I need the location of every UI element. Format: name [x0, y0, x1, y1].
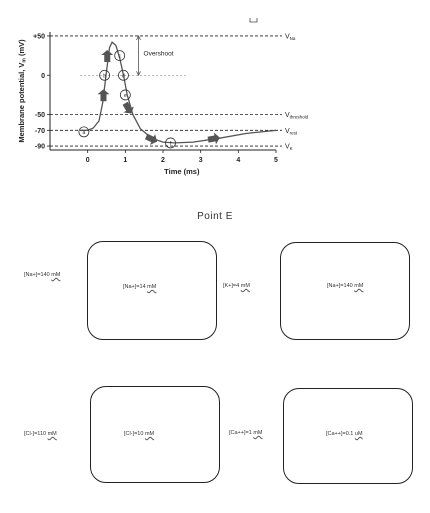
x-tick-label: 3	[198, 157, 203, 164]
y-tick-label: 0	[41, 72, 45, 80]
y-tick-label: -70	[34, 127, 45, 135]
outside-cl-label: [Cl-]=110 mM	[24, 431, 57, 437]
cell-box-2	[280, 242, 410, 340]
inside-na2-label: [Na+]=140 mM	[327, 283, 364, 289]
arrow-recovery-icon	[207, 132, 221, 146]
inside-na-label: [Na+]=14 mM	[123, 284, 157, 290]
marker-label-b: b	[103, 73, 107, 80]
x-tick-label: 1	[123, 157, 128, 164]
marker-label-e: e	[123, 92, 127, 99]
inside-cl-label: [Cl-]=10 mM	[124, 431, 155, 437]
action-potential-chart	[0, 0, 430, 200]
outside-ca-label: [Ca++]=1 mM	[229, 430, 263, 436]
cell-box-3	[90, 386, 220, 483]
arrow-rise-lower-icon	[97, 89, 109, 101]
x-axis-label: Time (ms)	[164, 167, 200, 176]
ref-label-Na: $V_{Na}$	[285, 33, 296, 41]
marker-label-d: d	[122, 73, 125, 80]
ref-label-K: $V_K$	[285, 143, 293, 152]
corner-mark-icon	[250, 18, 257, 22]
marker-label-f: f	[169, 140, 172, 147]
outside-na-label: [Na+]=140 mM	[24, 272, 61, 278]
marker-label-a: a	[82, 129, 86, 136]
inside-ca-label: [Ca++]=0.1 uM	[326, 431, 363, 437]
k-label: [K+]=4 mM	[223, 283, 250, 289]
diagram-title: Point E	[197, 211, 233, 222]
y-tick-label: -90	[34, 143, 45, 151]
ref-label-threshold: $V_{threshold}$	[285, 112, 309, 120]
x-tick-label: 0	[85, 157, 90, 164]
y-tick-label: -50	[34, 112, 45, 120]
ref-label-rest: $V_{rest}$	[285, 127, 298, 136]
arrow-rise-upper-icon	[101, 50, 113, 62]
cell-box-1	[87, 241, 217, 340]
y-tick-label: +50	[33, 33, 45, 41]
y-axis-label: Membrane potential, $V_m$ (mV)	[17, 39, 28, 143]
overshoot-label: Overshoot	[143, 50, 174, 58]
x-tick-label: 5	[274, 157, 278, 164]
x-tick-label: 2	[161, 157, 165, 164]
x-tick-label: 4	[236, 157, 241, 164]
marker-label-c: c	[118, 53, 121, 60]
